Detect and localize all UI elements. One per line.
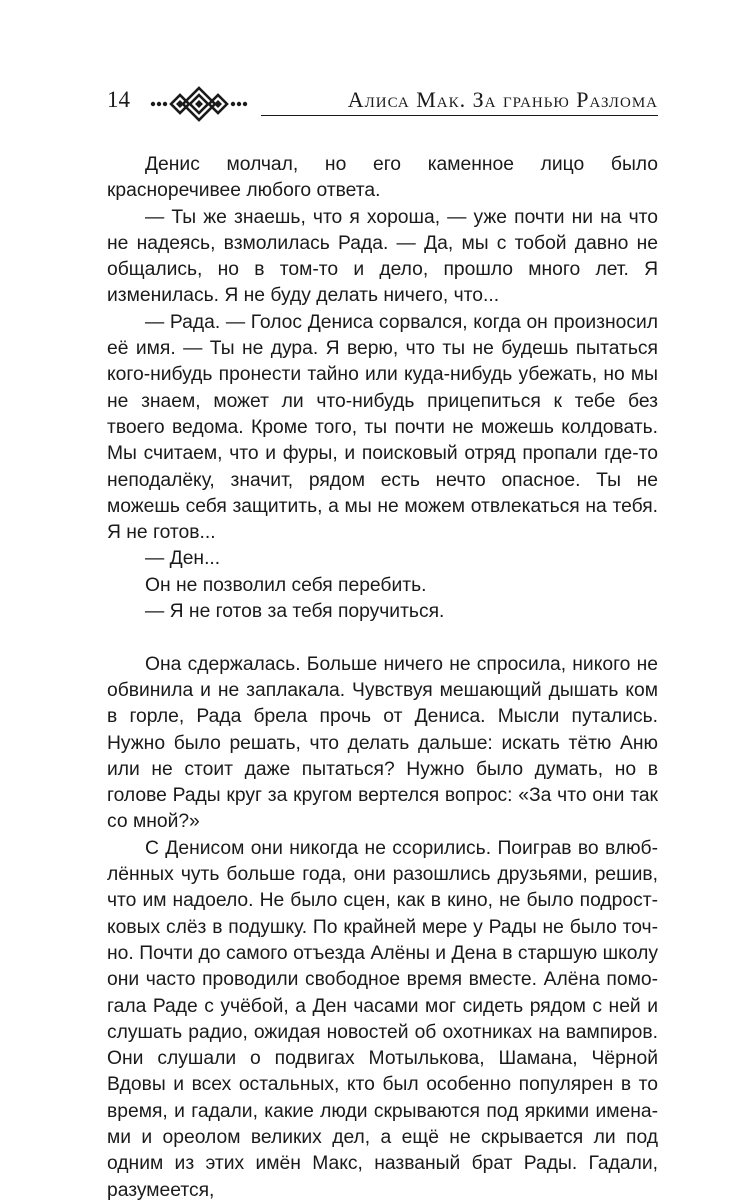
- paragraph: — Ден...: [145, 548, 221, 570]
- paragraph: — Я не готов за тебя поручиться.: [145, 601, 445, 623]
- paragraph: — Ты же знаешь, что я хороша, — уже почти ни на что не надеясь, взмолилась Рада. — Да, мы с тобой давно не общались, но в том-то и дело, прошло много лет. Я изменилась. Я не буду делать ничего, что...: [107, 206, 658, 307]
- header-rule: [261, 115, 658, 116]
- paragraph: — Рада. — Голос Дениса сорвался, когда он произносил её имя. — Ты не дура. Я верю, что ты не будешь пытаться кого-нибудь пронести тайно или куда-нибудь убежать, но мы не знаем, может ли что-нибудь прицепиться к тебе без твоего ведома. Кроме того, ты почти не можешь колдовать. Мы считаем, что и фуры, и поисковый отряд пропали где-то неподалёку, значит, рядом есть нечто опасное. Ты не можешь себя защитить, а мы не можем отвлекаться на тебя. Я не готов...: [107, 311, 658, 544]
- page-number: 14: [107, 87, 130, 112]
- section-break: [107, 625, 658, 651]
- body-text: [107, 152, 658, 1204]
- paragraph: С Денисом они никогда не ссорились. Поиграв во влюблённых чуть больше года, они разошлись друзьями, решив, что им надоело. Не было сцен, как в кино, не было подростковых слёз в подушку. По крайней мере у Рады не было точно. Почти до самого отъезда Алёны и Дена в старшую школу они часто проводили свободное время вместе. Алёна помогала Раде с учёбой, а Ден часами мог сидеть рядом с ней и слушать радио, ожидая новостей об охотниках на вампиров. Они слушали о подвигах Мотылькова, Шамана, Чёрной Вдовы и всех остальных, кто был особенно популярен в то время, и гадали, какие люди скрываются под яркими именами и ореолом великих дел, а ещё не скрывается ли под одним из этих имён Макс, названый брат Рады. Гадали, разумеется,: [107, 837, 658, 1201]
- paragraph: Он не позволил себя перебить.: [145, 574, 427, 596]
- ornament-icon: [147, 84, 259, 124]
- paragraph: Денис молчал, но его каменное лицо было красноречивее любого ответа.: [107, 154, 658, 202]
- running-header: [107, 84, 658, 124]
- running-title: Алиса Мак. За гранью Разлома: [347, 87, 658, 112]
- paragraph: Она сдержалась. Больше ничего не спросила, никого не обвинила и не заплакала. Чувствуя мешающий дышать ком в горле, Рада брела прочь от Дениса. Мысли путались. Нужно было решать, что делать дальше: искать тётю Аню или не стоит даже пытаться? Нужно было думать, но в голове Рады круг за кругом вертелся вопрос: «За что они так со мной?»: [107, 653, 658, 833]
